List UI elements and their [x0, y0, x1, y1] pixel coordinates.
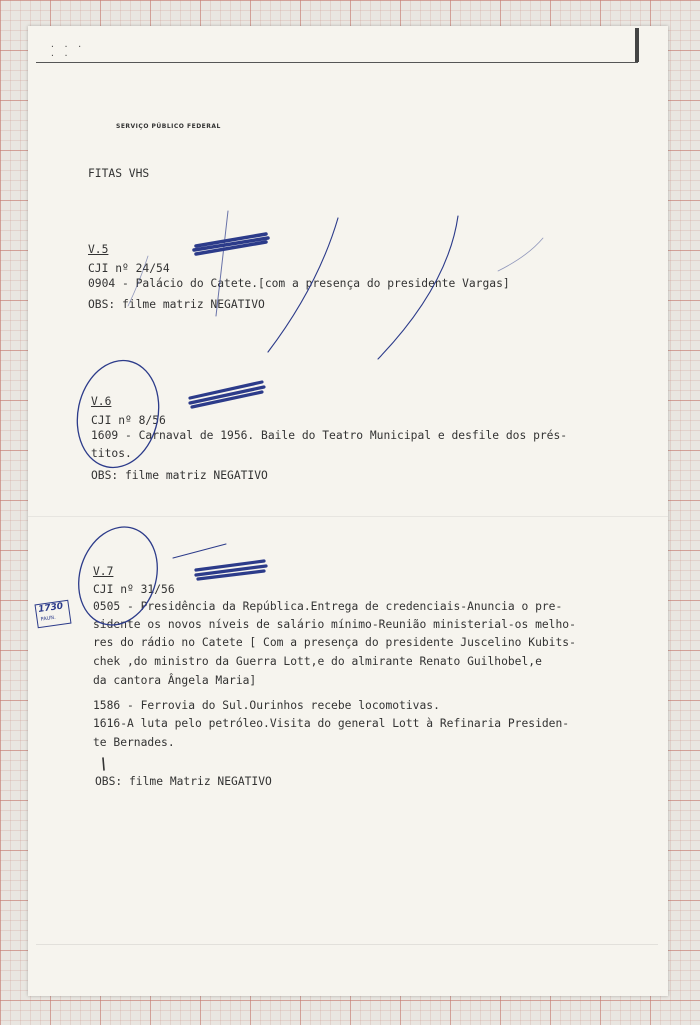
ink-strike [196, 561, 266, 579]
stamp-number: 1730 [37, 601, 64, 615]
ink-stroke [173, 544, 226, 558]
tape-label-v5: V.5 [88, 243, 109, 256]
ink-stroke [128, 256, 148, 306]
cji-v6: CJI nº 8/56 [91, 414, 166, 427]
tape-label-v7: V.7 [93, 565, 114, 578]
entry-line: 1609 - Carnaval de 1956. Baile do Teatro Municipal e desfile dos prés- [91, 429, 568, 442]
obs-v7: OBS: filme Matriz NEGATIVO [95, 775, 272, 788]
entry-line: titos. [91, 447, 132, 460]
page-title: FITAS VHS [88, 167, 150, 180]
obs-v6: OBS: filme matriz NEGATIVO [91, 469, 268, 482]
punch-dots: · · · · · [50, 42, 85, 60]
ink-circle [68, 353, 169, 475]
entry-line: 1616-A luta pelo petróleo.Visita do general Lott à Refinaria Presiden- [93, 717, 570, 730]
cji-v5: CJI nº 24/54 [88, 262, 170, 275]
entry-line: res do rádio no Catete [ Com a presença do presidente Juscelino Kubits- [93, 636, 576, 649]
document-page [28, 26, 668, 996]
stamp-label: PAUN. [40, 614, 57, 623]
ink-circle [66, 517, 169, 636]
ink-stroke [268, 218, 338, 352]
entry-line: da cantora Ângela Maria] [93, 674, 257, 687]
ink-stroke [498, 238, 543, 271]
ink-stroke [103, 758, 104, 770]
entry-line: 1586 - Ferrovia do Sul.Ourinhos recebe locomotivas. [93, 699, 440, 712]
entry-line: 0505 - Presidência da República.Entrega de credenciais-Anuncia o pre- [93, 600, 563, 613]
entry-line: sidente os novos níveis de salário mínimo-Reunião ministerial-os melho- [93, 618, 576, 631]
ink-annotations [28, 26, 668, 996]
entry-line: te Bernades. [93, 736, 175, 749]
ink-stroke [216, 211, 228, 316]
cji-v7: CJI nº 31/56 [93, 583, 175, 596]
obs-v5: OBS: filme matriz NEGATIVO [88, 298, 265, 311]
entry-line: 0904 - Palácio do Catete.[com a presença do presidente Vargas] [88, 277, 510, 290]
ink-strike [190, 382, 264, 407]
agency-header: SERVIÇO PÚBLICO FEDERAL [116, 123, 221, 130]
entry-line: chek ,do ministro da Guerra Lott,e do almirante Renato Guilhobel,e [93, 655, 542, 668]
ink-stroke [378, 216, 458, 359]
tape-label-v6: V.6 [91, 395, 112, 408]
ink-strike [194, 234, 268, 254]
